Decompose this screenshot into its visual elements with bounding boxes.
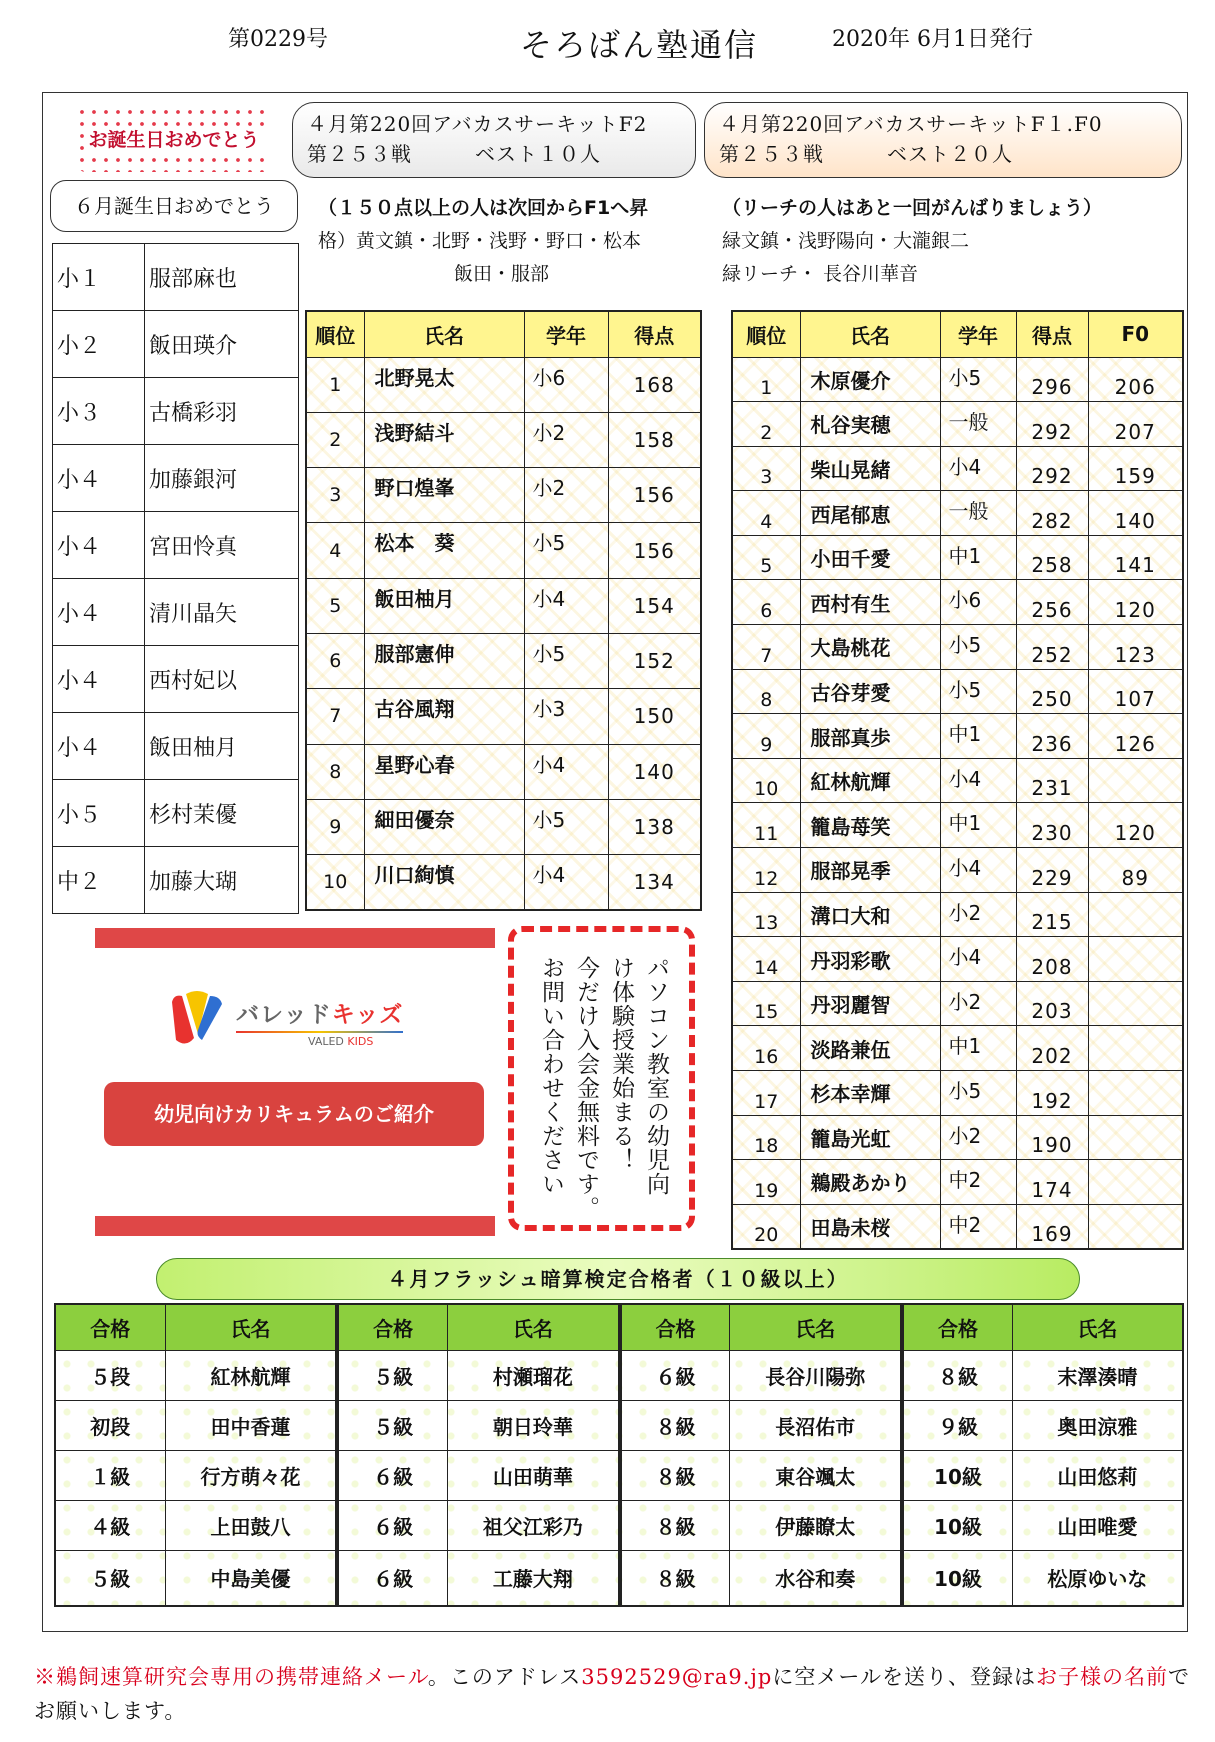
grade-cell: 小4 xyxy=(524,578,608,633)
rank-cell: 16 xyxy=(732,1026,800,1071)
pass-level-cell: 10級 xyxy=(902,1550,1012,1606)
f0-cell xyxy=(1088,1026,1183,1071)
pass-level-cell: ５級 xyxy=(55,1550,165,1606)
name-cell: 籠島光虹 xyxy=(800,1115,940,1160)
circuit-f1-header xyxy=(704,102,1182,178)
pass-level-cell: ９級 xyxy=(902,1400,1012,1450)
f0-cell: 141 xyxy=(1088,535,1183,580)
pass-level-cell: ８級 xyxy=(620,1450,730,1500)
pass-level-cell: ８級 xyxy=(620,1400,730,1450)
rank-cell: 2 xyxy=(732,402,800,447)
f0-cell: 207 xyxy=(1088,402,1183,447)
rank-cell: 2 xyxy=(306,412,364,467)
name-cell: 丹羽麗智 xyxy=(800,981,940,1026)
score-cell: 134 xyxy=(608,855,701,910)
score-cell: 292 xyxy=(1016,446,1088,491)
circuit-f2-note-line1: （１５０点以上の人は次回からF1へ昇 xyxy=(318,197,649,219)
name-cell: 服部憲伸 xyxy=(364,633,524,688)
table-row xyxy=(732,1115,1183,1160)
table-row xyxy=(306,744,701,799)
logo-en-1: VALED xyxy=(308,1035,344,1048)
name-cell: 籠島苺笑 xyxy=(800,803,940,848)
birthday-name: 飯田瑛介 xyxy=(145,311,299,378)
rank-cell: 13 xyxy=(732,892,800,937)
pass-level-cell: 初段 xyxy=(55,1400,165,1450)
name-cell: 紅林航輝 xyxy=(165,1350,337,1400)
rank-cell: 14 xyxy=(732,937,800,982)
name-cell: 水谷和奏 xyxy=(730,1550,902,1606)
table-row xyxy=(732,446,1183,491)
grade-cell: 小5 xyxy=(524,799,608,854)
ad-bottom-bar xyxy=(95,1216,495,1236)
valed-kids-logo-icon xyxy=(168,990,226,1050)
f0-cell: 89 xyxy=(1088,848,1183,893)
rank-cell: 9 xyxy=(732,714,800,759)
birthday-row xyxy=(53,713,299,780)
name-cell: 西尾郁恵 xyxy=(800,491,940,536)
pass-level-cell: ６級 xyxy=(337,1500,447,1550)
table-row xyxy=(732,758,1183,803)
grade-cell: 小4 xyxy=(940,446,1016,491)
name-cell: 小田千愛 xyxy=(800,535,940,580)
name-cell: 星野心春 xyxy=(364,744,524,799)
name-cell: 長沼佑市 xyxy=(730,1400,902,1450)
name-cell: 杉本幸輝 xyxy=(800,1071,940,1116)
birthday-grade: 中２ xyxy=(53,847,145,914)
circuit-f1-table xyxy=(731,310,1184,1250)
rank-cell: 17 xyxy=(732,1071,800,1116)
name-cell: 古谷風翔 xyxy=(364,689,524,744)
grade-cell: 小4 xyxy=(524,744,608,799)
name-cell: 東谷颯太 xyxy=(730,1450,902,1500)
birthday-grade: 小４ xyxy=(53,445,145,512)
score-cell: 208 xyxy=(1016,937,1088,982)
birthday-grade: 小３ xyxy=(53,378,145,445)
grade-cell: 小2 xyxy=(940,1115,1016,1160)
col-score: 得点 xyxy=(608,311,701,357)
score-cell: 190 xyxy=(1016,1115,1088,1160)
table-row xyxy=(732,1160,1183,1205)
grade-cell: 一般 xyxy=(940,402,1016,447)
score-cell: 296 xyxy=(1016,357,1088,402)
rank-cell: 4 xyxy=(306,523,364,578)
score-cell: 250 xyxy=(1016,669,1088,714)
table-row xyxy=(732,580,1183,625)
f0-cell: 107 xyxy=(1088,669,1183,714)
score-cell: 174 xyxy=(1016,1160,1088,1205)
grade-cell: 小5 xyxy=(940,1071,1016,1116)
rank-cell: 7 xyxy=(306,689,364,744)
rank-cell: 3 xyxy=(306,468,364,523)
name-cell: 丹羽彩歌 xyxy=(800,937,940,982)
col-score: 得点 xyxy=(1016,311,1088,357)
birthday-row xyxy=(53,512,299,579)
grade-cell: 小2 xyxy=(524,412,608,467)
name-cell: 淡路兼伍 xyxy=(800,1026,940,1071)
birthday-row xyxy=(53,579,299,646)
score-cell: 292 xyxy=(1016,402,1088,447)
table-row xyxy=(732,1204,1183,1249)
grade-cell: 小3 xyxy=(524,689,608,744)
grade-cell: 小4 xyxy=(940,937,1016,982)
table-row xyxy=(306,357,701,412)
name-cell: 山田萌華 xyxy=(447,1450,619,1500)
valed-kids-logo-text xyxy=(236,996,403,1048)
logo-en-2: KIDS xyxy=(347,1035,374,1048)
rank-cell: 7 xyxy=(732,625,800,670)
birthday-badge xyxy=(76,106,272,172)
rank-cell: 18 xyxy=(732,1115,800,1160)
table-row xyxy=(306,855,701,910)
rank-cell: 5 xyxy=(732,535,800,580)
pass-level-cell: ６級 xyxy=(337,1450,447,1500)
table-row xyxy=(732,714,1183,759)
col-pass: 合格 xyxy=(902,1304,1012,1350)
rank-cell: 4 xyxy=(732,491,800,536)
name-cell: 松本 葵 xyxy=(364,523,524,578)
name-cell: 山田悠莉 xyxy=(1012,1450,1183,1500)
rank-cell: 6 xyxy=(732,580,800,625)
score-cell: 256 xyxy=(1016,580,1088,625)
grade-cell: 小4 xyxy=(940,758,1016,803)
name-cell: 上田鼓八 xyxy=(165,1500,337,1550)
circuit-f2-note-line3: 飯田・服部 xyxy=(454,263,550,285)
birthday-name: 清川晶矢 xyxy=(145,579,299,646)
rank-cell: 10 xyxy=(306,855,364,910)
name-cell: 山田唯愛 xyxy=(1012,1500,1183,1550)
pass-level-cell: ５段 xyxy=(55,1350,165,1400)
footer-note: ※鵜飼速算研究会専用の携帯連絡メール。このアドレス3592529@ra9.jpに空メールを送り、登録はお子様の名前でお願いします。 xyxy=(34,1665,1190,1723)
rank-cell: 9 xyxy=(306,799,364,854)
f0-cell xyxy=(1088,892,1183,937)
name-cell: 伊藤瞭太 xyxy=(730,1500,902,1550)
table-row xyxy=(306,799,701,854)
f0-cell: 140 xyxy=(1088,491,1183,536)
rank-cell: 8 xyxy=(306,744,364,799)
name-cell: 服部真歩 xyxy=(800,714,940,759)
issue-number: 第0229号 xyxy=(228,27,328,52)
table-row xyxy=(55,1350,1183,1400)
name-cell: 松原ゆいな xyxy=(1012,1550,1183,1606)
name-cell: 飯田柚月 xyxy=(364,578,524,633)
score-cell: 158 xyxy=(608,412,701,467)
birthday-name: 加藤銀河 xyxy=(145,445,299,512)
f0-cell xyxy=(1088,1160,1183,1205)
rank-cell: 1 xyxy=(306,357,364,412)
grade-cell: 小2 xyxy=(940,892,1016,937)
name-cell: 田島未桜 xyxy=(800,1204,940,1249)
table-row xyxy=(732,803,1183,848)
score-cell: 231 xyxy=(1016,758,1088,803)
table-row xyxy=(55,1400,1183,1450)
birthday-name: 加藤大瑚 xyxy=(145,847,299,914)
col-name: 氏名 xyxy=(1012,1304,1183,1350)
f0-cell xyxy=(1088,937,1183,982)
name-cell: 札谷実穂 xyxy=(800,402,940,447)
col-rank: 順位 xyxy=(306,311,364,357)
circuit-f2-header xyxy=(292,102,696,178)
score-cell: 252 xyxy=(1016,625,1088,670)
table-row xyxy=(732,357,1183,402)
name-cell: 工藤大翔 xyxy=(447,1550,619,1606)
col-pass: 合格 xyxy=(55,1304,165,1350)
score-cell: 169 xyxy=(1016,1204,1088,1249)
table-row xyxy=(732,892,1183,937)
birthday-name: 古橋彩羽 xyxy=(145,378,299,445)
name-cell: 柴山晃緒 xyxy=(800,446,940,491)
col-name: 氏名 xyxy=(800,311,940,357)
birthday-row xyxy=(53,445,299,512)
circuit-f2-note-line2: 格）黄文鎮・北野・浅野・野口・松本 xyxy=(318,230,642,252)
score-cell: 202 xyxy=(1016,1026,1088,1071)
table-row xyxy=(306,633,701,688)
table-row xyxy=(732,625,1183,670)
pass-level-cell: ８級 xyxy=(902,1350,1012,1400)
score-cell: 138 xyxy=(608,799,701,854)
birthday-row xyxy=(53,378,299,445)
grade-cell: 中2 xyxy=(940,1160,1016,1205)
name-cell: 祖父江彩乃 xyxy=(447,1500,619,1550)
f0-cell: 126 xyxy=(1088,714,1183,759)
pass-level-cell: ５級 xyxy=(337,1400,447,1450)
table-row xyxy=(55,1550,1183,1606)
flash-table xyxy=(54,1303,1184,1607)
grade-cell: 小2 xyxy=(524,468,608,523)
col-name: 氏名 xyxy=(165,1304,337,1350)
score-cell: 156 xyxy=(608,523,701,578)
score-cell: 230 xyxy=(1016,803,1088,848)
col-pass: 合格 xyxy=(337,1304,447,1350)
table-row xyxy=(55,1450,1183,1500)
score-cell: 150 xyxy=(608,689,701,744)
score-cell: 154 xyxy=(608,578,701,633)
name-cell: 西村有生 xyxy=(800,580,940,625)
name-cell: 田中香蓮 xyxy=(165,1400,337,1450)
grade-cell: 小5 xyxy=(940,357,1016,402)
pass-level-cell: ５級 xyxy=(337,1350,447,1400)
f0-cell: 206 xyxy=(1088,357,1183,402)
logo-jp-2: キッズ xyxy=(331,1002,404,1028)
birthday-name: 西村妃以 xyxy=(145,646,299,713)
birthday-grade: 小４ xyxy=(53,646,145,713)
birthday-table xyxy=(52,243,299,914)
score-cell: 156 xyxy=(608,468,701,523)
name-cell: 行方萌々花 xyxy=(165,1450,337,1500)
score-cell: 229 xyxy=(1016,848,1088,893)
pass-level-cell: ４級 xyxy=(55,1500,165,1550)
rank-cell: 20 xyxy=(732,1204,800,1249)
ad-top-bar xyxy=(95,928,495,948)
f0-cell: 120 xyxy=(1088,803,1183,848)
circuit-f1-subtitle: 第２５３戦 ベスト２０人 xyxy=(719,142,1013,166)
rank-cell: 8 xyxy=(732,669,800,714)
circuit-f1-note-line2: 緑文鎮・浅野陽向・大瀧銀二 xyxy=(722,230,970,252)
f0-cell xyxy=(1088,1204,1183,1249)
rank-cell: 10 xyxy=(732,758,800,803)
rank-cell: 5 xyxy=(306,578,364,633)
score-cell: 192 xyxy=(1016,1071,1088,1116)
score-cell: 168 xyxy=(608,357,701,412)
pass-level-cell: 10級 xyxy=(902,1450,1012,1500)
grade-cell: 小6 xyxy=(524,357,608,412)
name-cell: 村瀬瑠花 xyxy=(447,1350,619,1400)
score-cell: 282 xyxy=(1016,491,1088,536)
birthday-badge-text: お誕生日おめでとう xyxy=(84,126,264,154)
name-cell: 中島美優 xyxy=(165,1550,337,1606)
table-row xyxy=(732,1071,1183,1116)
pass-level-cell: 10級 xyxy=(902,1500,1012,1550)
table-row xyxy=(306,468,701,523)
birthday-grade: 小５ xyxy=(53,780,145,847)
circuit-f2-subtitle: 第２５３戦 ベスト１０人 xyxy=(307,142,601,166)
f0-cell xyxy=(1088,1115,1183,1160)
grade-cell: 中1 xyxy=(940,714,1016,759)
flash-title: ４月フラッシュ暗算検定合格者（１０級以上） xyxy=(156,1258,1080,1300)
name-cell: 朝日玲華 xyxy=(447,1400,619,1450)
page-title: そろばん塾通信 xyxy=(520,26,759,64)
name-cell: 鵜殿あかり xyxy=(800,1160,940,1205)
grade-cell: 小5 xyxy=(524,523,608,578)
rank-cell: 15 xyxy=(732,981,800,1026)
birthday-name: 飯田柚月 xyxy=(145,713,299,780)
name-cell: 末澤湊晴 xyxy=(1012,1350,1183,1400)
col-grade: 学年 xyxy=(940,311,1016,357)
table-row xyxy=(306,412,701,467)
curriculum-button[interactable]: 幼児向けカリキュラムのご紹介 xyxy=(104,1082,484,1146)
name-cell: 木原優介 xyxy=(800,357,940,402)
table-row xyxy=(732,669,1183,714)
f0-cell: 120 xyxy=(1088,580,1183,625)
rank-cell: 6 xyxy=(306,633,364,688)
birthday-grade: 小４ xyxy=(53,512,145,579)
birthday-name: 杉村茉優 xyxy=(145,780,299,847)
table-row xyxy=(732,402,1183,447)
rank-cell: 11 xyxy=(732,803,800,848)
grade-cell: 中1 xyxy=(940,535,1016,580)
grade-cell: 中1 xyxy=(940,803,1016,848)
pc-class-notice-text: パソコン教室の幼児向 け体験授業始まる！ 今だけ入会金無料です。 お問い合わせください xyxy=(538,956,669,1220)
name-cell: 野口煌峯 xyxy=(364,468,524,523)
birthday-name: 宮田怜真 xyxy=(145,512,299,579)
birthday-heading: ６月誕生日おめでとう xyxy=(50,180,298,232)
name-cell: 北野晃太 xyxy=(364,357,524,412)
pass-level-cell: ６級 xyxy=(620,1350,730,1400)
score-cell: 203 xyxy=(1016,981,1088,1026)
table-row xyxy=(55,1500,1183,1550)
col-pass: 合格 xyxy=(620,1304,730,1350)
name-cell: 川口絢慎 xyxy=(364,855,524,910)
rank-cell: 12 xyxy=(732,848,800,893)
grade-cell: 小2 xyxy=(940,981,1016,1026)
rank-cell: 3 xyxy=(732,446,800,491)
col-grade: 学年 xyxy=(524,311,608,357)
birthday-row xyxy=(53,847,299,914)
pass-level-cell: ６級 xyxy=(337,1550,447,1606)
grade-cell: 小4 xyxy=(940,848,1016,893)
grade-cell: 小4 xyxy=(524,855,608,910)
pc-class-notice xyxy=(508,926,695,1231)
pass-level-cell: ８級 xyxy=(620,1500,730,1550)
grade-cell: 中2 xyxy=(940,1204,1016,1249)
birthday-row xyxy=(53,646,299,713)
birthday-grade: 小４ xyxy=(53,579,145,646)
name-cell: 浅野結斗 xyxy=(364,412,524,467)
table-row xyxy=(732,491,1183,536)
table-row xyxy=(306,578,701,633)
f0-cell xyxy=(1088,1071,1183,1116)
birthday-name: 服部麻也 xyxy=(145,244,299,311)
col-f0: F0 xyxy=(1088,311,1183,357)
col-name: 氏名 xyxy=(364,311,524,357)
name-cell: 紅林航輝 xyxy=(800,758,940,803)
score-cell: 152 xyxy=(608,633,701,688)
name-cell: 古谷芽愛 xyxy=(800,669,940,714)
issue-date: 2020年 6月1日発行 xyxy=(832,27,1033,52)
score-cell: 215 xyxy=(1016,892,1088,937)
birthday-row xyxy=(53,311,299,378)
table-row xyxy=(732,848,1183,893)
name-cell: 奥田涼雅 xyxy=(1012,1400,1183,1450)
birthday-grade: 小４ xyxy=(53,713,145,780)
circuit-f1-note-line3: 緑リーチ・ 長谷川華音 xyxy=(722,263,919,285)
birthday-row xyxy=(53,244,299,311)
f0-cell: 123 xyxy=(1088,625,1183,670)
col-name: 氏名 xyxy=(447,1304,619,1350)
score-cell: 258 xyxy=(1016,535,1088,580)
table-row xyxy=(732,981,1183,1026)
grade-cell: 小5 xyxy=(940,625,1016,670)
grade-cell: 小6 xyxy=(940,580,1016,625)
birthday-grade: 小２ xyxy=(53,311,145,378)
score-cell: 236 xyxy=(1016,714,1088,759)
circuit-f2-table xyxy=(305,310,702,911)
logo-jp-1: バレッド xyxy=(236,1002,332,1028)
birthday-row xyxy=(53,780,299,847)
circuit-f1-note-line1: （リーチの人はあと一回がんばりましょう） xyxy=(722,197,1103,219)
f0-cell xyxy=(1088,981,1183,1026)
name-cell: 服部晃季 xyxy=(800,848,940,893)
circuit-f2-note xyxy=(318,192,718,291)
col-rank: 順位 xyxy=(732,311,800,357)
table-row xyxy=(306,523,701,578)
f0-cell: 159 xyxy=(1088,446,1183,491)
pass-level-cell: ８級 xyxy=(620,1550,730,1606)
birthday-grade: 小１ xyxy=(53,244,145,311)
col-name: 氏名 xyxy=(730,1304,902,1350)
circuit-f2-title: ４月第220回アバカスサーキットF2 xyxy=(307,112,648,136)
name-cell: 大島桃花 xyxy=(800,625,940,670)
f0-cell xyxy=(1088,758,1183,803)
table-row xyxy=(732,1026,1183,1071)
name-cell: 溝口大和 xyxy=(800,892,940,937)
name-cell: 長谷川陽弥 xyxy=(730,1350,902,1400)
grade-cell: 小5 xyxy=(940,669,1016,714)
rank-cell: 1 xyxy=(732,357,800,402)
score-cell: 140 xyxy=(608,744,701,799)
table-row xyxy=(306,689,701,744)
grade-cell: 一般 xyxy=(940,491,1016,536)
rank-cell: 19 xyxy=(732,1160,800,1205)
circuit-f1-note xyxy=(722,192,1192,291)
grade-cell: 中1 xyxy=(940,1026,1016,1071)
circuit-f1-title: ４月第220回アバカスサーキットF１.F0 xyxy=(719,112,1103,136)
table-row xyxy=(732,937,1183,982)
table-row xyxy=(732,535,1183,580)
pass-level-cell: １級 xyxy=(55,1450,165,1500)
grade-cell: 小5 xyxy=(524,633,608,688)
name-cell: 細田優奈 xyxy=(364,799,524,854)
